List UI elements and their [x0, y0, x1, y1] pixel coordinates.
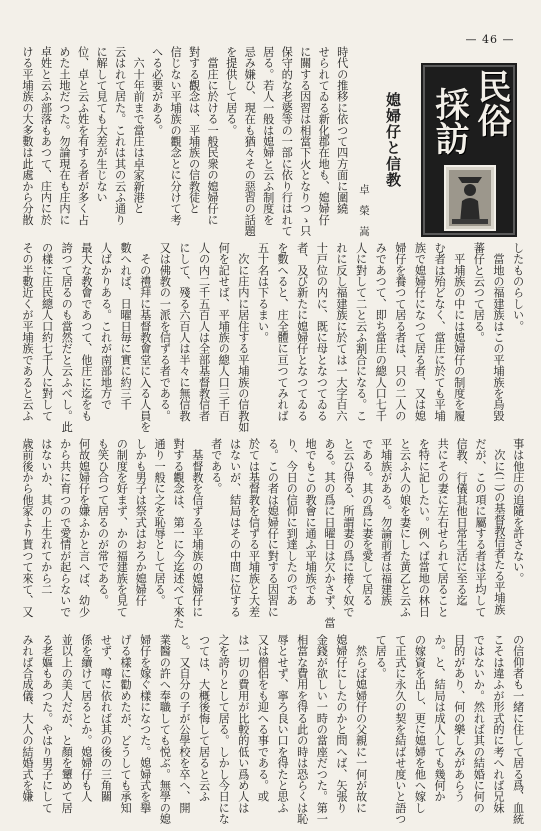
- text-column: したものらしい。: [511, 242, 525, 332]
- text-column: しかも男子は祭式はおろか媳婦仔: [134, 438, 148, 606]
- text-column: と云ひ得る、所謂妻の爲に捲く奴で: [341, 438, 355, 618]
- text-column: 係を續けて居るとか。媳婦仔も人: [79, 634, 93, 802]
- text-column: こそは違ふが形式的に考へれば兄妹: [492, 634, 505, 814]
- text-column: 婦仔を養つて居る者は、只の二人の: [393, 242, 407, 422]
- text-column: 誇つて居るのも當然だと云ふべし。此: [60, 242, 74, 432]
- text-column: の嫁資を出し、更に媳婦を他へ嫁し: [413, 634, 427, 814]
- text-column: ある。其の爲に日曜日は欠かさず、當: [323, 438, 336, 628]
- text-column: ではないか。然れば其の結婚に何の: [472, 634, 486, 814]
- text-column: 最大な教會であつて、他庄に迄をも: [79, 242, 93, 422]
- text-column: 卓姓と云ふ部落もあつて、庄内に於: [39, 46, 53, 226]
- text-column: にして、殘る六百人は半々に無信教: [178, 242, 191, 422]
- text-column: げる樣に勸めたが、どうしても承知: [119, 634, 133, 814]
- text-column: 何故媳婦仔を嫌ふかと言へば、幼少: [77, 438, 91, 618]
- text-column: 位、卓と云ふ姓を有する者が多く占: [76, 46, 90, 226]
- text-column: 平埔族の中には媳婦仔の制度を履: [452, 242, 466, 422]
- text-column: 共にその妻に左右せられて居ること: [436, 438, 450, 618]
- text-column: だが、この項に屬する者は平均して: [474, 438, 487, 618]
- text-column: 並以上の美人だが、と顏を顰めて居: [60, 634, 74, 814]
- text-column: 歳前後から他家より貰つて來て、又: [21, 438, 34, 618]
- text-column: は一切の費用が比較的低い爲め人は: [236, 634, 250, 814]
- text-column: 蕃仔と云つて居る。: [472, 242, 486, 343]
- text-column: その禮拜に基督教會堂に入る人員を: [138, 242, 152, 432]
- text-column: て正式に永久の契を結ばせ度いと語つ: [393, 634, 407, 824]
- text-column: 者である。: [209, 438, 223, 494]
- text-column: を特に記したい。例へば當地の林日: [417, 438, 431, 618]
- text-column: 保守的な老婆等の一部に依り行はれて: [280, 46, 294, 236]
- framed-figure-icon: [444, 165, 496, 231]
- text-column: 於ては基督教を信ずる平埔族と大差: [247, 438, 261, 618]
- text-column: 時代の推移に依つて四方面に圍繞: [335, 46, 349, 214]
- text-column: はないか、其の上生れてから二: [39, 438, 53, 595]
- text-column: 者、及び新たに媳婦仔となつてゐる: [295, 242, 309, 422]
- text-column: を提供して居る。: [224, 46, 238, 136]
- text-column: 事は他庄の追隨を許さない。: [511, 438, 525, 584]
- text-column: む者は殆どなく、當庄に於ても平埔: [433, 242, 447, 422]
- text-column: る。この者は媳婦仔に對する因習に: [266, 438, 280, 618]
- text-tier-4: [20, 634, 526, 824]
- text-column: 辱とせず、寧ろ良い口を得たと思ふ: [276, 634, 290, 814]
- text-column: つては、大概後悔して居ると云ふ: [197, 634, 211, 802]
- text-tier-3: [20, 438, 526, 628]
- text-column: 十戸位の内に、既に母となつてゐる: [315, 242, 329, 422]
- text-column: みであつて、即ち當庄の總人口七千: [374, 242, 388, 422]
- text-column: 通り一般に之を恥辱として居る。: [153, 438, 167, 606]
- text-column: 居る。若人一般は媳婦と云ふ制度を: [261, 46, 275, 226]
- text-column: 對する觀念は、第一に今迄述べて來た: [172, 438, 185, 628]
- text-column: 何を記せば、平埔族の總人口三千百: [217, 242, 231, 422]
- text-column: も笑ひ合つて居るのが常である。: [96, 438, 110, 606]
- text-column: て居る。: [374, 634, 388, 679]
- text-column: 相當な費用を得る此の時は恐らくは恥: [295, 634, 309, 824]
- text-column: 五十名は下るまい。: [256, 242, 270, 343]
- article-author: 卓 榮 嵩: [358, 184, 370, 237]
- text-column: 金錢が欲しい一時の當座だつた。第一: [315, 634, 329, 824]
- text-column: 信教、行儀其他日常生活に至る迄: [455, 438, 469, 606]
- text-column: 云はれて居た。これは其の云ふ通り: [113, 46, 127, 226]
- text-column: みれば合成儀、大人の結婚式を嫌: [21, 634, 34, 802]
- text-column: 又は佛教の一派を信ずる者である。: [158, 242, 172, 422]
- text-column: 目的があり、何の樂しみがあらう: [452, 634, 466, 802]
- logo-text-right: 民俗: [471, 69, 511, 137]
- text-column: に解して見ても大差が生じない: [95, 46, 109, 203]
- logo-text-left: 採訪: [429, 87, 469, 155]
- text-column: 六十年前まで當庄は卓家新港と: [132, 46, 146, 214]
- text-column: 基督教を信ずる平埔族の媳婦仔に: [190, 438, 204, 618]
- text-column: 當庄に於ける一般民衆の媳婦仔に: [206, 46, 220, 226]
- page-number: — 46 —: [465, 33, 515, 46]
- text-column: り、今日の信仰に到達したのであ: [285, 438, 299, 606]
- text-column: 業醫の許へ奉職しても悦ぶ。無學の媳: [158, 634, 172, 824]
- text-column: る老嫗もあつた。やはり男子にして: [40, 634, 54, 814]
- text-column: せられてゐる新化郡在地も、媳婦仔: [317, 46, 331, 226]
- text-column: 次に庄内に居住する平埔族の信教如: [236, 242, 250, 432]
- text-column: 平埔族がある。勿論前者は福建族: [379, 438, 393, 606]
- text-column: はないが、結局はその中間に位する: [228, 438, 242, 618]
- text-column: 信じない平埔族の觀念とに分けて考: [169, 46, 183, 226]
- text-column: へる必要がある。: [150, 46, 164, 136]
- text-column: の信仰者も一緒に住して居る爲、血統: [511, 634, 525, 824]
- text-column: 當地の福建族はこの平埔族を烏毀: [492, 242, 505, 422]
- article-title: 媳婦仔と信教: [384, 92, 402, 188]
- text-column: めた土地だつた。勿論現在も庄内に: [58, 46, 72, 226]
- text-column: 之を誇りとして居る。しかし今日にな: [217, 634, 231, 824]
- text-column: の制度を好まず、かの福建族を見て: [115, 438, 129, 618]
- text-column: 數へれば、日曜日毎に實に約三千: [119, 242, 133, 410]
- text-column: れに反し福建族に於ては一大字百六: [335, 242, 348, 422]
- column-logo: [421, 63, 517, 237]
- text-column: 媳婦仔にしたのかと問へば、矢張り: [335, 634, 348, 814]
- text-column: と。又自分の子が公學校を卒へ、開: [178, 634, 191, 814]
- text-column: せず、噂に依れば其の後の三角關: [99, 634, 113, 802]
- text-column: 人ばかりある。これが南部地方で: [99, 242, 113, 410]
- text-column: その半數近くが平埔族であると云ふ: [21, 242, 34, 422]
- text-column: 族で媳婦仔になつて居る者、又は媳: [413, 242, 427, 422]
- text-column: から共に育つので愛情が起らないで: [58, 438, 72, 618]
- text-column: 忌み嫌ひ、現在も猶々その惡習の話題: [243, 46, 257, 236]
- text-column: 地でもこの教會に通ふ平埔族であ: [304, 438, 318, 606]
- text-column: 然らば媳婦仔の父親に一何が故に: [354, 634, 368, 814]
- text-column: 對する觀念は、平埔族の信教徒と: [187, 46, 201, 214]
- text-column: 次に(二)の基督教信者たる平埔族: [492, 438, 506, 615]
- text-column: ける平埔族の大多數は此處から分散: [21, 46, 34, 226]
- text-column: 人に對して二と云ふ割合になる。こ: [354, 242, 368, 422]
- text-column: の樣に庄民總人口約七千人に對して: [40, 242, 54, 422]
- text-column: 婦仔を嫁ぐ樣になつた。媳婦式を擧: [138, 634, 152, 814]
- text-column: に關する因習は相當下火となりつゝ只: [298, 46, 312, 236]
- text-column: である。其の爲に妻を愛して居る: [360, 438, 374, 606]
- text-column: か。と、結局は成人しても幾何か: [433, 634, 447, 802]
- text-column: と云ふ人の娘を妻にした黄乙と云ふ: [398, 438, 412, 618]
- text-column: を數へると、庄全體に亘つてみれば: [276, 242, 290, 422]
- text-column: 又は僧侶をも迎へる事である。或: [256, 634, 270, 802]
- text-tier-2: [20, 242, 526, 432]
- text-column: 人の内二千五百人は全部基督教信者: [197, 242, 211, 422]
- text-tier-1: [20, 46, 350, 236]
